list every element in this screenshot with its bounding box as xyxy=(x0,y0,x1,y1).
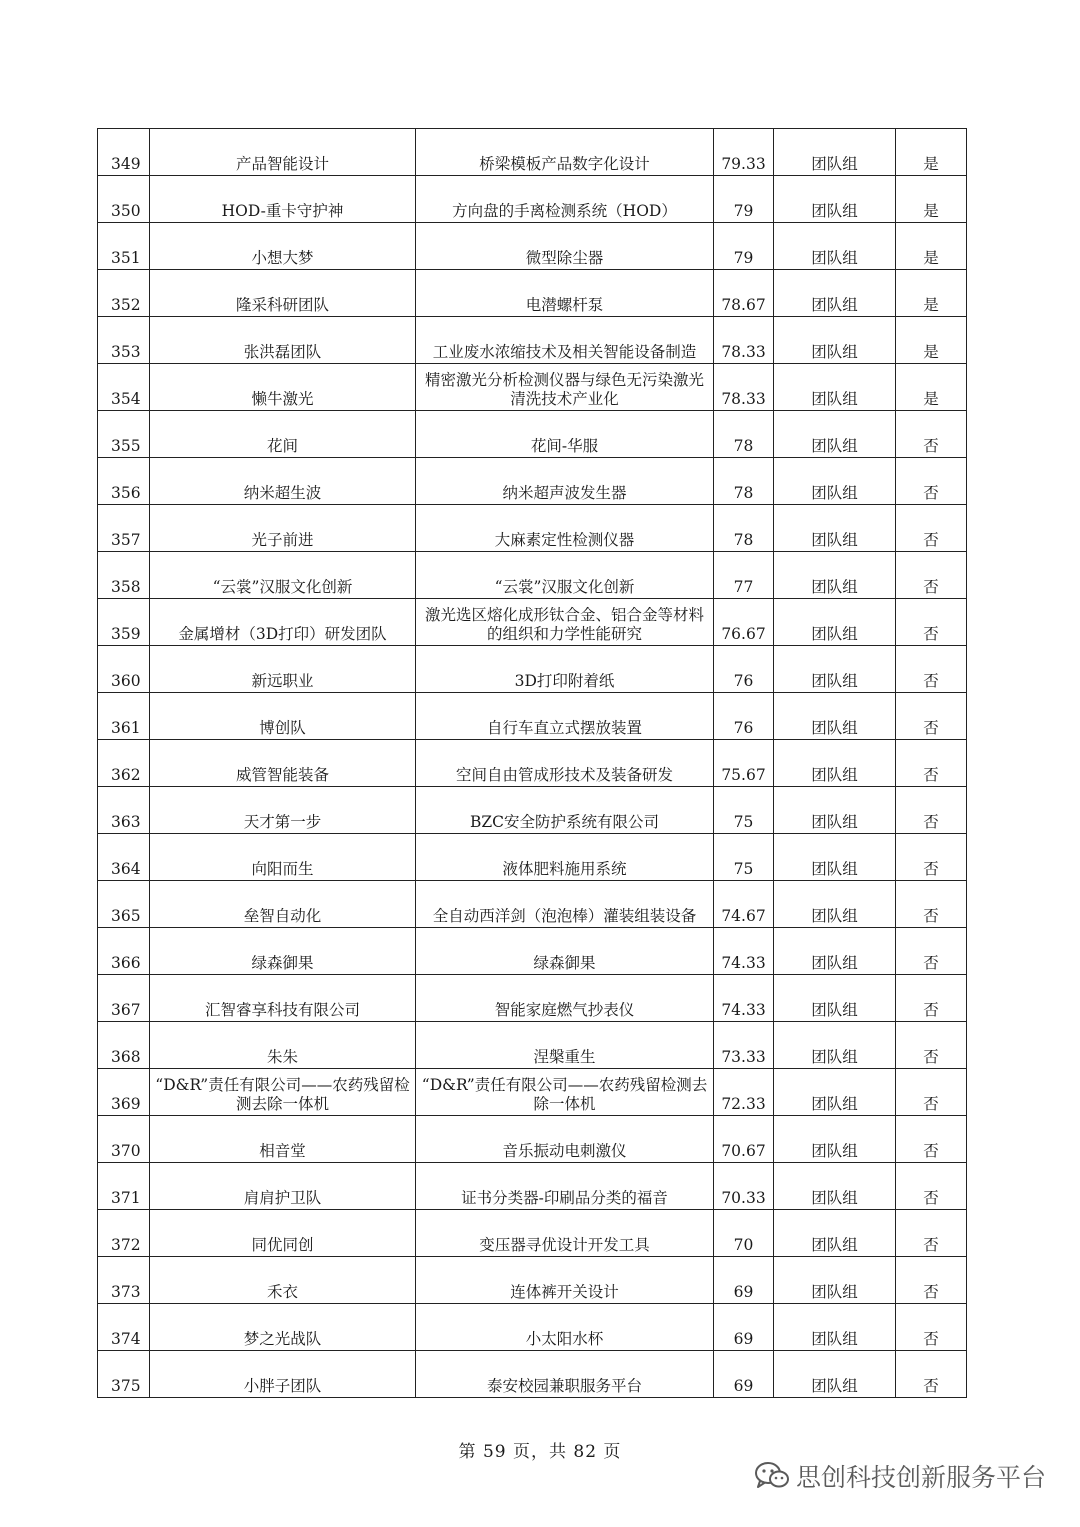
qualified-flag-cell: 否 xyxy=(896,693,967,740)
project-name-cell: 微型除尘器 xyxy=(416,223,714,270)
row-number-cell: 369 xyxy=(98,1069,150,1116)
row-number-cell: 371 xyxy=(98,1163,150,1210)
score-cell: 75 xyxy=(714,834,774,881)
qualified-flag-cell: 否 xyxy=(896,646,967,693)
team-name-cell: 小想大梦 xyxy=(150,223,416,270)
row-number-cell: 375 xyxy=(98,1351,150,1398)
group-cell: 团队组 xyxy=(774,740,896,787)
project-name-cell: 方向盘的手离检测系统（HOD） xyxy=(416,176,714,223)
group-cell: 团队组 xyxy=(774,693,896,740)
group-cell: 团队组 xyxy=(774,881,896,928)
table-row xyxy=(98,317,967,364)
group-cell: 团队组 xyxy=(774,599,896,646)
row-number-cell: 361 xyxy=(98,693,150,740)
score-cell: 78.33 xyxy=(714,317,774,364)
row-number-cell: 368 xyxy=(98,1022,150,1069)
table-row xyxy=(98,1069,967,1116)
table-row xyxy=(98,1304,967,1351)
group-cell: 团队组 xyxy=(774,176,896,223)
score-cell: 74.33 xyxy=(714,975,774,1022)
project-name-cell: 智能家庭燃气抄表仪 xyxy=(416,975,714,1022)
row-number-cell: 351 xyxy=(98,223,150,270)
group-cell: 团队组 xyxy=(774,364,896,411)
row-number-cell: 373 xyxy=(98,1257,150,1304)
score-cell: 74.33 xyxy=(714,928,774,975)
qualified-flag-cell: 是 xyxy=(896,129,967,176)
results-table xyxy=(97,128,967,1398)
score-cell: 70.67 xyxy=(714,1116,774,1163)
score-cell: 78 xyxy=(714,411,774,458)
score-cell: 79.33 xyxy=(714,129,774,176)
table-row xyxy=(98,740,967,787)
score-cell: 77 xyxy=(714,552,774,599)
project-name-cell: 纳米超声波发生器 xyxy=(416,458,714,505)
qualified-flag-cell: 是 xyxy=(896,223,967,270)
qualified-flag-cell: 否 xyxy=(896,552,967,599)
project-name-cell: 工业废水浓缩技术及相关智能设备制造 xyxy=(416,317,714,364)
score-cell: 69 xyxy=(714,1257,774,1304)
table-row xyxy=(98,928,967,975)
qualified-flag-cell: 否 xyxy=(896,1116,967,1163)
team-name-cell: 绿森御果 xyxy=(150,928,416,975)
project-name-cell: 空间自由管成形技术及装备研发 xyxy=(416,740,714,787)
group-cell: 团队组 xyxy=(774,1304,896,1351)
team-name-cell: 向阳而生 xyxy=(150,834,416,881)
project-name-cell: 液体肥料施用系统 xyxy=(416,834,714,881)
row-number-cell: 362 xyxy=(98,740,150,787)
score-cell: 75.67 xyxy=(714,740,774,787)
project-name-cell: 电潜螺杆泵 xyxy=(416,270,714,317)
score-cell: 70 xyxy=(714,1210,774,1257)
project-name-cell: 大麻素定性检测仪器 xyxy=(416,505,714,552)
score-cell: 75 xyxy=(714,787,774,834)
table-row xyxy=(98,176,967,223)
score-cell: 69 xyxy=(714,1351,774,1398)
table-row xyxy=(98,1116,967,1163)
team-name-cell: 金属增材（3D打印）研发团队 xyxy=(150,599,416,646)
watermark xyxy=(754,1458,1046,1494)
row-number-cell: 370 xyxy=(98,1116,150,1163)
table-row xyxy=(98,646,967,693)
qualified-flag-cell: 否 xyxy=(896,1069,967,1116)
row-number-cell: 352 xyxy=(98,270,150,317)
row-number-cell: 349 xyxy=(98,129,150,176)
table-row xyxy=(98,834,967,881)
group-cell: 团队组 xyxy=(774,129,896,176)
row-number-cell: 374 xyxy=(98,1304,150,1351)
project-name-cell: BZC安全防护系统有限公司 xyxy=(416,787,714,834)
team-name-cell: 隆采科研团队 xyxy=(150,270,416,317)
team-name-cell: 相音堂 xyxy=(150,1116,416,1163)
group-cell: 团队组 xyxy=(774,458,896,505)
project-name-cell: 3D打印附着纸 xyxy=(416,646,714,693)
group-cell: 团队组 xyxy=(774,1022,896,1069)
wechat-icon xyxy=(754,1461,790,1491)
score-cell: 78.33 xyxy=(714,364,774,411)
qualified-flag-cell: 是 xyxy=(896,270,967,317)
qualified-flag-cell: 否 xyxy=(896,1304,967,1351)
qualified-flag-cell: 是 xyxy=(896,317,967,364)
group-cell: 团队组 xyxy=(774,975,896,1022)
score-cell: 78 xyxy=(714,458,774,505)
table-row xyxy=(98,693,967,740)
team-name-cell: 禾衣 xyxy=(150,1257,416,1304)
team-name-cell: 朱朱 xyxy=(150,1022,416,1069)
qualified-flag-cell: 否 xyxy=(896,787,967,834)
group-cell: 团队组 xyxy=(774,646,896,693)
table-row xyxy=(98,1210,967,1257)
qualified-flag-cell: 否 xyxy=(896,1022,967,1069)
qualified-flag-cell: 否 xyxy=(896,458,967,505)
score-cell: 70.33 xyxy=(714,1163,774,1210)
project-name-cell: 全自动西洋剑（泡泡棒）灌装组装设备 xyxy=(416,881,714,928)
group-cell: 团队组 xyxy=(774,1210,896,1257)
team-name-cell: 小胖子团队 xyxy=(150,1351,416,1398)
table-row xyxy=(98,270,967,317)
table-row xyxy=(98,599,967,646)
team-name-cell: 光子前进 xyxy=(150,505,416,552)
team-name-cell: 纳米超生波 xyxy=(150,458,416,505)
qualified-flag-cell: 否 xyxy=(896,834,967,881)
project-name-cell: 连体裤开关设计 xyxy=(416,1257,714,1304)
row-number-cell: 359 xyxy=(98,599,150,646)
table-row xyxy=(98,975,967,1022)
score-cell: 76 xyxy=(714,693,774,740)
project-name-cell: 花间-华服 xyxy=(416,411,714,458)
score-cell: 72.33 xyxy=(714,1069,774,1116)
team-name-cell: 肩肩护卫队 xyxy=(150,1163,416,1210)
table-row xyxy=(98,1022,967,1069)
project-name-cell: 桥梁模板产品数字化设计 xyxy=(416,129,714,176)
group-cell: 团队组 xyxy=(774,1069,896,1116)
qualified-flag-cell: 否 xyxy=(896,505,967,552)
table-row xyxy=(98,129,967,176)
project-name-cell: 绿森御果 xyxy=(416,928,714,975)
table-row xyxy=(98,1257,967,1304)
row-number-cell: 360 xyxy=(98,646,150,693)
score-cell: 79 xyxy=(714,223,774,270)
row-number-cell: 354 xyxy=(98,364,150,411)
team-name-cell: 天才第一步 xyxy=(150,787,416,834)
team-name-cell: 同优同创 xyxy=(150,1210,416,1257)
qualified-flag-cell: 否 xyxy=(896,599,967,646)
team-name-cell: 懒牛激光 xyxy=(150,364,416,411)
qualified-flag-cell: 否 xyxy=(896,411,967,458)
group-cell: 团队组 xyxy=(774,1257,896,1304)
qualified-flag-cell: 否 xyxy=(896,1257,967,1304)
table-row xyxy=(98,1351,967,1398)
row-number-cell: 363 xyxy=(98,787,150,834)
row-number-cell: 355 xyxy=(98,411,150,458)
team-name-cell: 梦之光战队 xyxy=(150,1304,416,1351)
row-number-cell: 356 xyxy=(98,458,150,505)
project-name-cell: 自行车直立式摆放装置 xyxy=(416,693,714,740)
row-number-cell: 366 xyxy=(98,928,150,975)
table-row xyxy=(98,458,967,505)
row-number-cell: 364 xyxy=(98,834,150,881)
table-row xyxy=(98,505,967,552)
page-footer: 第 59 页，共 82 页 xyxy=(458,1442,622,1462)
team-name-cell: 花间 xyxy=(150,411,416,458)
row-number-cell: 372 xyxy=(98,1210,150,1257)
group-cell: 团队组 xyxy=(774,834,896,881)
score-cell: 78 xyxy=(714,505,774,552)
score-cell: 79 xyxy=(714,176,774,223)
group-cell: 团队组 xyxy=(774,787,896,834)
group-cell: 团队组 xyxy=(774,1163,896,1210)
qualified-flag-cell: 是 xyxy=(896,176,967,223)
table-row xyxy=(98,552,967,599)
team-name-cell: 产品智能设计 xyxy=(150,129,416,176)
project-name-cell: 精密激光分析检测仪器与绿色无污染激光清洗技术产业化 xyxy=(416,364,714,411)
row-number-cell: 365 xyxy=(98,881,150,928)
project-name-cell: 涅槃重生 xyxy=(416,1022,714,1069)
qualified-flag-cell: 否 xyxy=(896,1210,967,1257)
qualified-flag-cell: 否 xyxy=(896,928,967,975)
qualified-flag-cell: 否 xyxy=(896,740,967,787)
qualified-flag-cell: 否 xyxy=(896,1163,967,1210)
qualified-flag-cell: 否 xyxy=(896,975,967,1022)
watermark-text: 思创科技创新服务平台 xyxy=(795,1463,1046,1492)
row-number-cell: 353 xyxy=(98,317,150,364)
group-cell: 团队组 xyxy=(774,1351,896,1398)
row-number-cell: 350 xyxy=(98,176,150,223)
project-name-cell: 变压器寻优设计开发工具 xyxy=(416,1210,714,1257)
team-name-cell: 汇智睿享科技有限公司 xyxy=(150,975,416,1022)
score-cell: 74.67 xyxy=(714,881,774,928)
score-cell: 78.67 xyxy=(714,270,774,317)
row-number-cell: 367 xyxy=(98,975,150,1022)
row-number-cell: 358 xyxy=(98,552,150,599)
score-cell: 73.33 xyxy=(714,1022,774,1069)
score-cell: 76 xyxy=(714,646,774,693)
group-cell: 团队组 xyxy=(774,1116,896,1163)
row-number-cell: 357 xyxy=(98,505,150,552)
team-name-cell: 张洪磊团队 xyxy=(150,317,416,364)
project-name-cell: 小太阳水杯 xyxy=(416,1304,714,1351)
table-row xyxy=(98,881,967,928)
project-name-cell: 泰安校园兼职服务平台 xyxy=(416,1351,714,1398)
group-cell: 团队组 xyxy=(774,270,896,317)
table-row xyxy=(98,787,967,834)
table-row xyxy=(98,364,967,411)
team-name-cell: HOD-重卡守护神 xyxy=(150,176,416,223)
group-cell: 团队组 xyxy=(774,223,896,270)
group-cell: 团队组 xyxy=(774,317,896,364)
qualified-flag-cell: 是 xyxy=(896,364,967,411)
project-name-cell: “云裳”汉服文化创新 xyxy=(416,552,714,599)
results-table-body xyxy=(98,129,967,1398)
table-row xyxy=(98,223,967,270)
table-row xyxy=(98,1163,967,1210)
project-name-cell: 证书分类器-印刷品分类的福音 xyxy=(416,1163,714,1210)
project-name-cell: 激光选区熔化成形钛合金、铝合金等材料的组织和力学性能研究 xyxy=(416,599,714,646)
score-cell: 69 xyxy=(714,1304,774,1351)
group-cell: 团队组 xyxy=(774,505,896,552)
team-name-cell: 博创队 xyxy=(150,693,416,740)
group-cell: 团队组 xyxy=(774,928,896,975)
score-cell: 76.67 xyxy=(714,599,774,646)
project-name-cell: 音乐振动电刺激仪 xyxy=(416,1116,714,1163)
group-cell: 团队组 xyxy=(774,552,896,599)
project-name-cell: “D&R”责任有限公司——农药残留检测去除一体机 xyxy=(416,1069,714,1116)
team-name-cell: 新远职业 xyxy=(150,646,416,693)
team-name-cell: “D&R”责任有限公司——农药残留检测去除一体机 xyxy=(150,1069,416,1116)
qualified-flag-cell: 否 xyxy=(896,1351,967,1398)
team-name-cell: 垒智自动化 xyxy=(150,881,416,928)
team-name-cell: 威管智能装备 xyxy=(150,740,416,787)
team-name-cell: “云裳”汉服文化创新 xyxy=(150,552,416,599)
qualified-flag-cell: 否 xyxy=(896,881,967,928)
table-row xyxy=(98,411,967,458)
group-cell: 团队组 xyxy=(774,411,896,458)
